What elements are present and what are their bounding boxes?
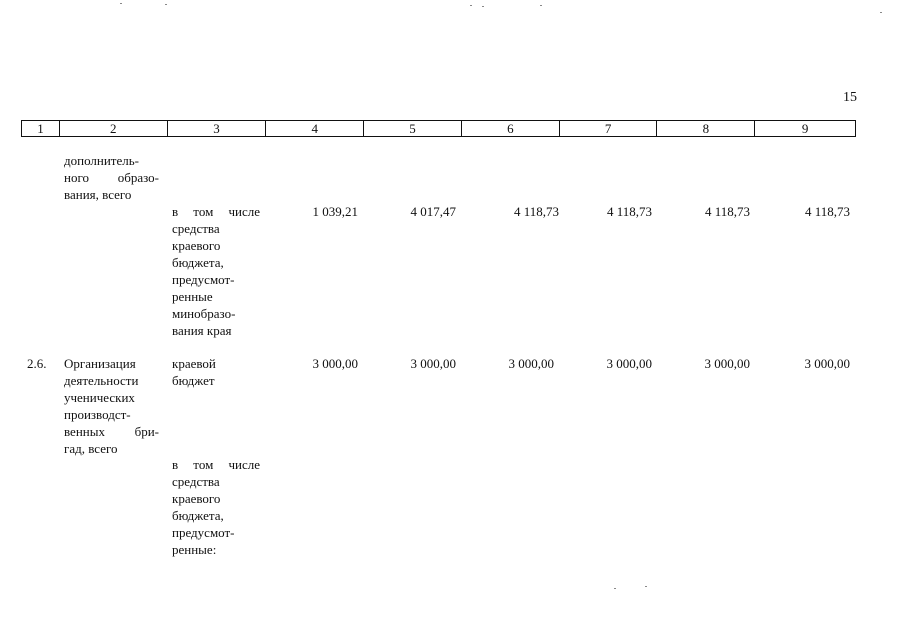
row-b-value-col5: 3 000,00 [410,356,456,371]
row-c-source-line: предусмот- [172,525,235,540]
row-a-value-col7: 4 118,73 [606,204,652,219]
row-c-source [172,456,260,558]
row-b-name-line: гад, всего [64,441,118,456]
row-b-value-col9: 3 000,00 [804,356,850,371]
page-number: 15 [843,90,857,105]
row-a-name [64,152,159,203]
row-a-source-line: средства [172,221,220,236]
header-col-4: 4 [266,121,364,136]
row-a-source-line: краевого [172,238,221,253]
row-b-value-col6: 3 000,00 [508,356,554,371]
row-a-source-line: ренные [172,289,213,304]
scan-speck [470,5,472,6]
row-c-source-line: бюджета, [172,508,224,523]
row-b-value-col4: 3 000,00 [312,356,358,371]
row-a-source-line: минобразо- [172,306,236,321]
scan-speck [120,3,122,4]
row-b-value-col8: 3 000,00 [704,356,750,371]
row-a-name-line: вания, всего [64,187,132,202]
row-b-name [64,355,159,457]
row-a-source-line: в том числе [172,204,260,219]
scan-speck [540,5,542,6]
row-c-source-line: ренные: [172,542,217,557]
scan-speck [614,588,616,589]
row-a-source [172,203,260,339]
row-c-source-line: краевого [172,491,221,506]
header-col-8: 8 [657,121,755,136]
row-a-source-line: вания края [172,323,232,338]
row-b-name-line: венных бри- [64,424,159,439]
header-col-7: 7 [560,121,658,136]
row-b-name-line: ученических [64,390,135,405]
header-col-3: 3 [168,121,267,136]
header-col-5: 5 [364,121,462,136]
row-b-name-line: деятельности [64,373,139,388]
row-a-source-line: бюджета, [172,255,224,270]
row-b-source-line: бюджет [172,373,215,388]
row-b-source [172,355,260,389]
scan-speck [482,6,484,7]
row-a-value-col9: 4 118,73 [804,204,850,219]
row-a-value-col4: 1 039,21 [312,204,358,219]
row-b-value-col7: 3 000,00 [606,356,652,371]
row-a-value-col5: 4 017,47 [410,204,456,219]
row-a-name-line: дополнитель- [64,153,139,168]
header-col-2: 2 [60,121,168,136]
row-a-value-col6: 4 118,73 [513,204,559,219]
row-a-source-line: предусмот- [172,272,235,287]
row-a-name-line: ного образо- [64,170,159,185]
header-col-1: 1 [22,121,60,136]
scan-speck [165,4,167,5]
row-a-value-col8: 4 118,73 [704,204,750,219]
row-b-name-line: производст- [64,407,131,422]
header-col-6: 6 [462,121,560,136]
scan-speck [880,12,882,13]
row-c-source-line: в том числе [172,457,260,472]
row-b-number: 2.6. [27,356,47,371]
table-header-row [21,120,856,137]
scan-speck [645,586,647,587]
header-col-9: 9 [801,121,809,136]
row-b-name-line: Организация [64,356,136,371]
row-b-source-line: краевой [172,356,216,371]
row-c-source-line: средства [172,474,220,489]
